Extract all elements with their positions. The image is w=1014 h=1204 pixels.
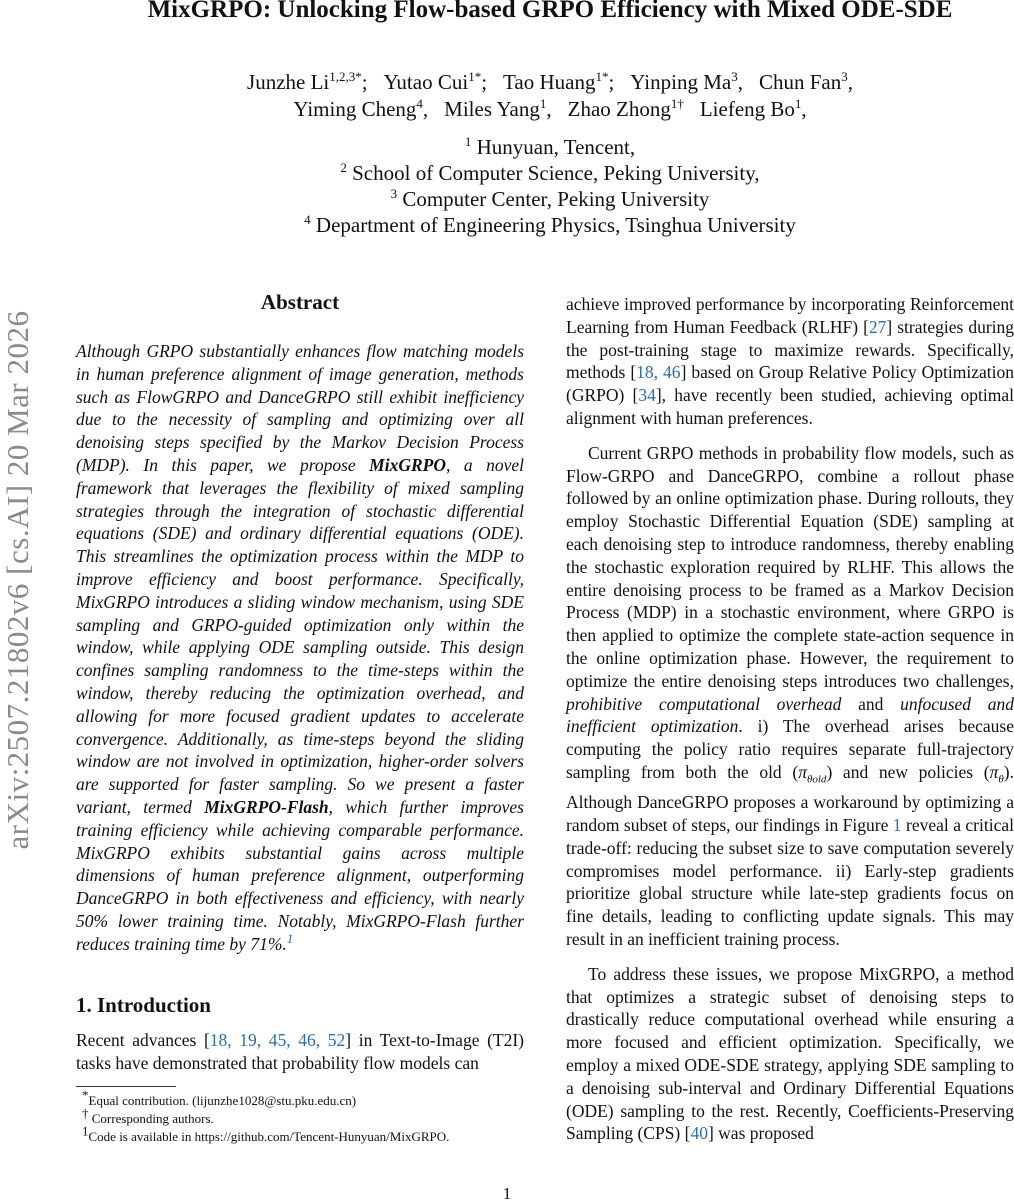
citation-link[interactable]: 18, 46 (636, 362, 681, 383)
introduction-text-left: Recent advances [18, 19, 45, 46, 52] in Text-to-Image (T2I) tasks have demonstrated that probability flow models can (76, 1030, 525, 1073)
author-name: Yutao Cui$^{1*}$; (383, 69, 488, 94)
paragraph-proposal: To address these issues, we propose MixGRPO, a method that optimizes a strategic subset of denoising steps to drastically reduce computational overhead while ensuring a more focused and efficient optimization. Specifically, we employ a mixed ODE-SDE strategy, applying SDE sampling to a denoising sub-interval and Ordinary Differential Equations (ODE) sampling to the rest. Recently, Coefficients-Preserving Sampling (CPS) [40] was proposed (566, 963, 1014, 1144)
footnotes (82, 1087, 532, 1146)
page-number: 1 (502, 1184, 512, 1203)
right-column-body (566, 293, 1014, 1157)
footnote-corresponding: † Corresponding authors. (82, 1105, 214, 1126)
author-line-2 (80, 97, 1014, 122)
paragraph-current-methods: Current GRPO methods in probability flow models, such as Flow-GRPO and DanceGRPO, combine a rollout phase followed by an online optimization phase. During rollouts, they employ Stochastic Differential Equation (SDE) sampling at each denoising step to introduce randomness, thereby enabling the stochastic exploration required by RLHF. This allows the entire denoising process to be framed as a Markov Decision Process (MDP) in a stochastic environment, where GRPO is then applied to optimize the complete state-action sequence in the online optimization phase. However, the requirement to optimize the entire denoising steps introduces two challenges, prohibitive computational overhead and unfocused and inefficient optimization. i) The overhead arises because computing the policy ratio requires separate full-trajectory sampling from both the old $(\pi_{\theta old})$ and new policies $(\pi_\theta)$. Although DanceGRPO proposes a workaround by optimizing a random subset of steps, our findings in Figure 1 reveal a critical trade-off: reducing the subset size to save computation severely compromises model performance. ii) Early-step gradients prioritize global structure while late-step gradients focus on fine details, leading to conflicting update signals. This may result in an inefficient training process. (566, 442, 1014, 950)
citation-link[interactable]: 40 (690, 1123, 708, 1144)
author-name: Tao Huang$^{1*}$; (503, 69, 615, 94)
footnote-equal-contribution: *Equal contribution. (lijunzhe1028@stu.pku.edu.cn) (82, 1087, 357, 1108)
figure-link[interactable]: 1 (892, 815, 902, 836)
introduction-heading: 1. Introduction (76, 993, 211, 1017)
affiliation-2: $^2$ School of Computer Science, Peking University, (340, 160, 760, 185)
abstract-heading: Abstract (260, 290, 340, 314)
footnote-divider (76, 1086, 176, 1087)
citation-link[interactable]: 27 (868, 316, 887, 337)
citation-link[interactable]: 18, 19, 45, 46, 52 (209, 1030, 346, 1050)
author-name: Zhao Zhong$^{1\dagger}$ (567, 96, 684, 121)
citation-link[interactable]: 34 (638, 385, 656, 406)
affiliation-3: $^3$ Computer Center, Peking University (390, 186, 710, 211)
author-name: Liefeng Bo$^1$, (699, 96, 807, 121)
paragraph-rlhf: achieve improved performance by incorporating Reinforcement Learning from Human Feedback (RLHF) [27] strategies during the post-training stage to maximize rewards. Specifically, methods [18, 46] based on Group Relative Policy Optimization (GRPO) [34], have recently been studied, achieving optimal alignment with human preferences. (566, 294, 1014, 428)
affiliation-4: $^4$ Department of Engineering Physics, Tsinghua University (304, 212, 796, 237)
affiliation-1: $^1$ Hunyuan, Tencent, (464, 134, 636, 159)
footnote-code: 1Code is available in https://github.com/Tencent-Hunyuan/MixGRPO. (82, 1123, 450, 1144)
footnote-ref[interactable]: 1 (286, 930, 294, 946)
author-name: Junzhe $Li^{1,2,3*}$; (247, 69, 368, 94)
paper-title: MixGRPO: Unlocking Flow-based GRPO Efficiency with Mixed ODE-SDE (147, 0, 953, 23)
arxiv-identifier-stamp: arXiv:2507.21802v6 [cs.AI] 20 Mar 2026 (0, 310, 35, 850)
author-name: Yinping Ma$^3$, (630, 69, 743, 94)
author-line-1 (80, 70, 1014, 95)
author-name: Miles Yang$^1$, (444, 96, 552, 121)
author-name: Chun Fan$^3$, (758, 69, 853, 94)
abstract-body: Although GRPO substantially enhances flow matching models in human preference alignment of image generation, methods such as FlowGRPO and DanceGRPO still exhibit inefficiency due to the necessity of sampling and optimizing over all denoising steps specified by the Markov Decision Process (MDP). In this paper, we propose MixGRPO, a novel framework that leverages the flexibility of mixed sampling strategies through the integration of stochastic differential equations (SDE) and ordinary differential equations (ODE). This streamlines the optimization process within the MDP to improve efficiency and boost performance. Specifically, MixGRPO introduces a sliding window mechanism, using SDE sampling and GRPO-guided optimization only within the window, while applying ODE sampling outside. This design confines sampling randomness to the time-steps within the window, thereby reducing the optimization overhead, and allowing for more focused gradient updates to accelerate convergence. Additionally, as time-steps beyond the sliding window are not involved in optimization, higher-order solvers are supported for faster sampling. So we present a faster variant, termed MixGRPO-Flash, which further improves training efficiency while achieving comparable performance. MixGRPO exhibits substantial gains across multiple dimensions of human preference alignment, outperforming DanceGRPO in both effectiveness and efficiency, with nearly 50% lower training time. Notably, MixGRPO-Flash further reduces training time by 71%.$^1$ (76, 341, 524, 954)
author-name: Yiming Cheng$^4$, (293, 96, 429, 121)
